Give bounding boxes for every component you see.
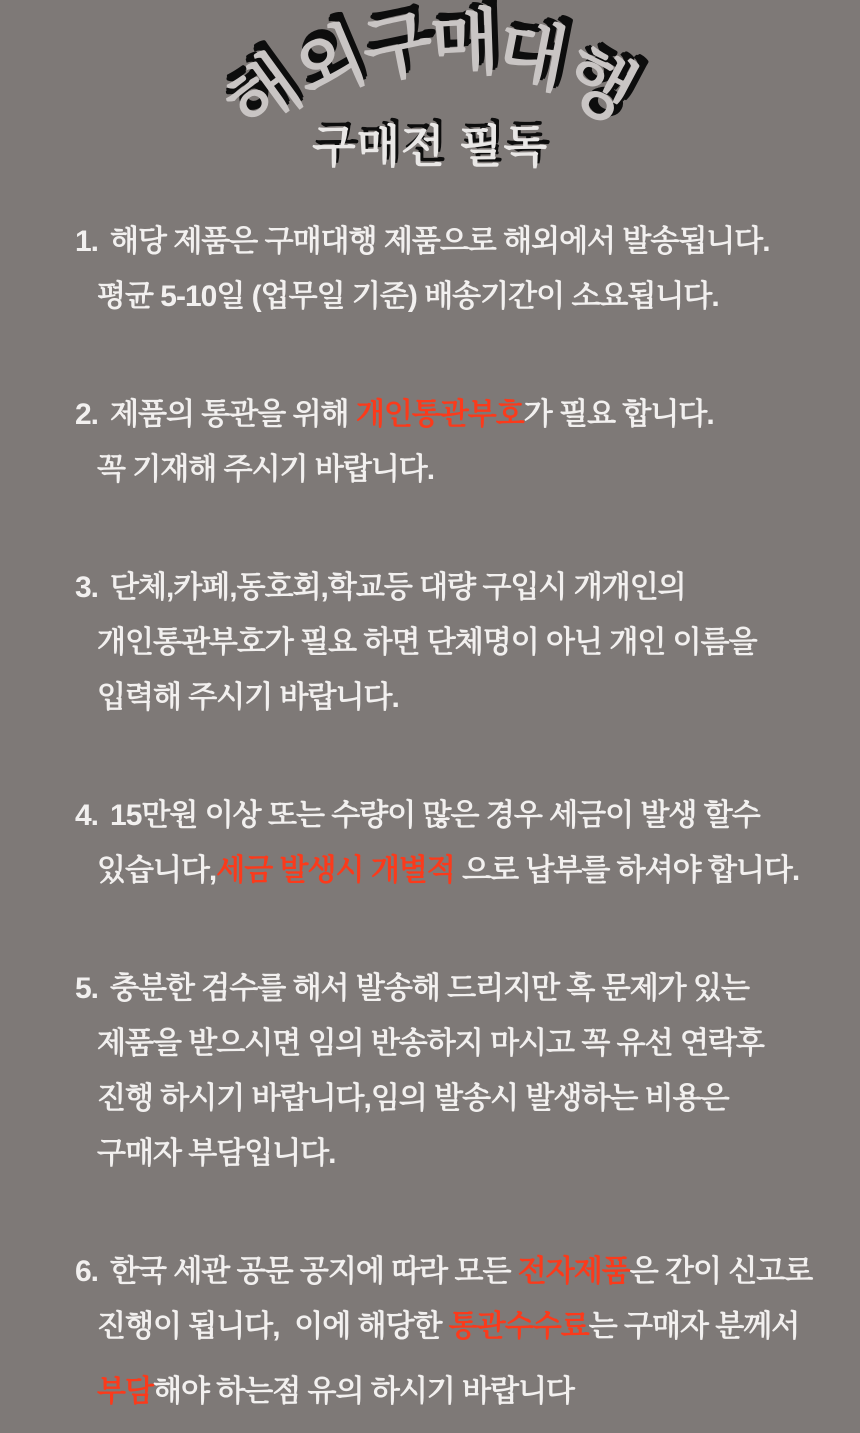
notice-text-highlight: 개인통관부호 xyxy=(355,398,524,431)
notice-item-2 xyxy=(0,387,860,497)
notice-item-6 xyxy=(0,1244,860,1419)
notice-line xyxy=(75,961,860,1016)
notice-text: 진행 하시기 바랍니다,임의 발송시 발생하는 비용은 xyxy=(97,1082,729,1115)
notice-text: 단체,카페,동호회,학교등 대량 구입시 개개인의 xyxy=(110,571,686,604)
notice-text: 구매자 부담입니다. xyxy=(97,1137,336,1170)
notice-text: 한국 세관 공문 공지에 따라 모든 xyxy=(110,1255,518,1288)
notice-list xyxy=(0,214,860,1433)
notice-text: 꼭 기재해 주시기 바랍니다. xyxy=(97,453,435,486)
notice-item-1 xyxy=(0,214,860,324)
notice-text-highlight: 부담 xyxy=(97,1375,153,1408)
notice-line xyxy=(97,615,860,670)
notice-line xyxy=(97,1071,860,1126)
notice-text: 입력해 주시기 바랍니다. xyxy=(97,681,399,714)
notice-text: 가 필요 합니다. xyxy=(523,398,714,431)
notice-line xyxy=(97,269,860,324)
notice-line xyxy=(75,387,860,442)
title-char: 대 xyxy=(489,10,574,103)
notice-text: 해당 제품은 구매대행 제품으로 해외에서 발송됩니다. xyxy=(110,225,770,258)
notice-line xyxy=(97,670,860,725)
notice-line xyxy=(75,788,860,843)
item-number: 6. xyxy=(75,1255,99,1288)
page-subtitle: 구매전 필독 xyxy=(312,121,548,172)
title-char: 매 xyxy=(428,2,501,86)
item-number: 4. xyxy=(75,799,99,832)
notice-line xyxy=(97,442,860,497)
notice-text: 평균 5-10일 (업무일 기준) 배송기간이 소요됩니다. xyxy=(97,280,719,313)
notice-line xyxy=(97,1299,860,1354)
notice-text: 는 구매자 분께서 xyxy=(588,1310,800,1343)
item-number: 1. xyxy=(75,225,99,258)
notice-text: 충분한 검수를 해서 발송해 드리지만 혹 문제가 있는 xyxy=(110,972,749,1005)
notice-line xyxy=(75,560,860,615)
notice-text: 해야 하는점 유의 하시기 바랍니다 xyxy=(152,1375,575,1408)
notice-item-4 xyxy=(0,788,860,898)
title-char: 행 xyxy=(549,32,649,137)
notice-text: 제품의 통관을 위해 xyxy=(110,398,356,431)
notice-text: 개인통관부호가 필요 하면 단체명이 아닌 개인 이름을 xyxy=(97,626,757,659)
notice-text-highlight: 전자제품 xyxy=(517,1255,630,1288)
notice-item-5 xyxy=(0,961,860,1181)
title-char: 해 xyxy=(211,42,316,149)
notice-text: 으로 납부를 하셔야 합니다. xyxy=(454,854,800,887)
notice-line xyxy=(97,1126,860,1181)
notice-text: 은 간이 신고로 xyxy=(629,1255,813,1288)
title-char: 외 xyxy=(283,14,379,115)
item-number: 2. xyxy=(75,398,99,431)
notice-line xyxy=(75,1244,860,1299)
notice-line xyxy=(97,1364,860,1419)
notice-text: 15만원 이상 또는 수량이 많은 경우 세금이 발생 할수 xyxy=(110,799,760,832)
notice-line xyxy=(97,1016,860,1071)
notice-text-highlight: 세금 발생시 개별적 xyxy=(216,854,455,887)
notice-text: 진행이 됩니다, 이에 해당한 xyxy=(97,1310,449,1343)
notice-item-3 xyxy=(0,560,860,725)
notice-text-highlight: 통관수수료 xyxy=(448,1310,589,1343)
item-number: 5. xyxy=(75,972,99,1005)
notice-line xyxy=(97,843,860,898)
notice-text: 제품을 받으시면 임의 반송하지 마시고 꼭 유선 연락후 xyxy=(97,1027,764,1060)
title-char: 구 xyxy=(355,1,440,94)
notice-text: 있습니다, xyxy=(97,854,217,887)
notice-line xyxy=(75,214,860,269)
item-number: 3. xyxy=(75,571,99,604)
